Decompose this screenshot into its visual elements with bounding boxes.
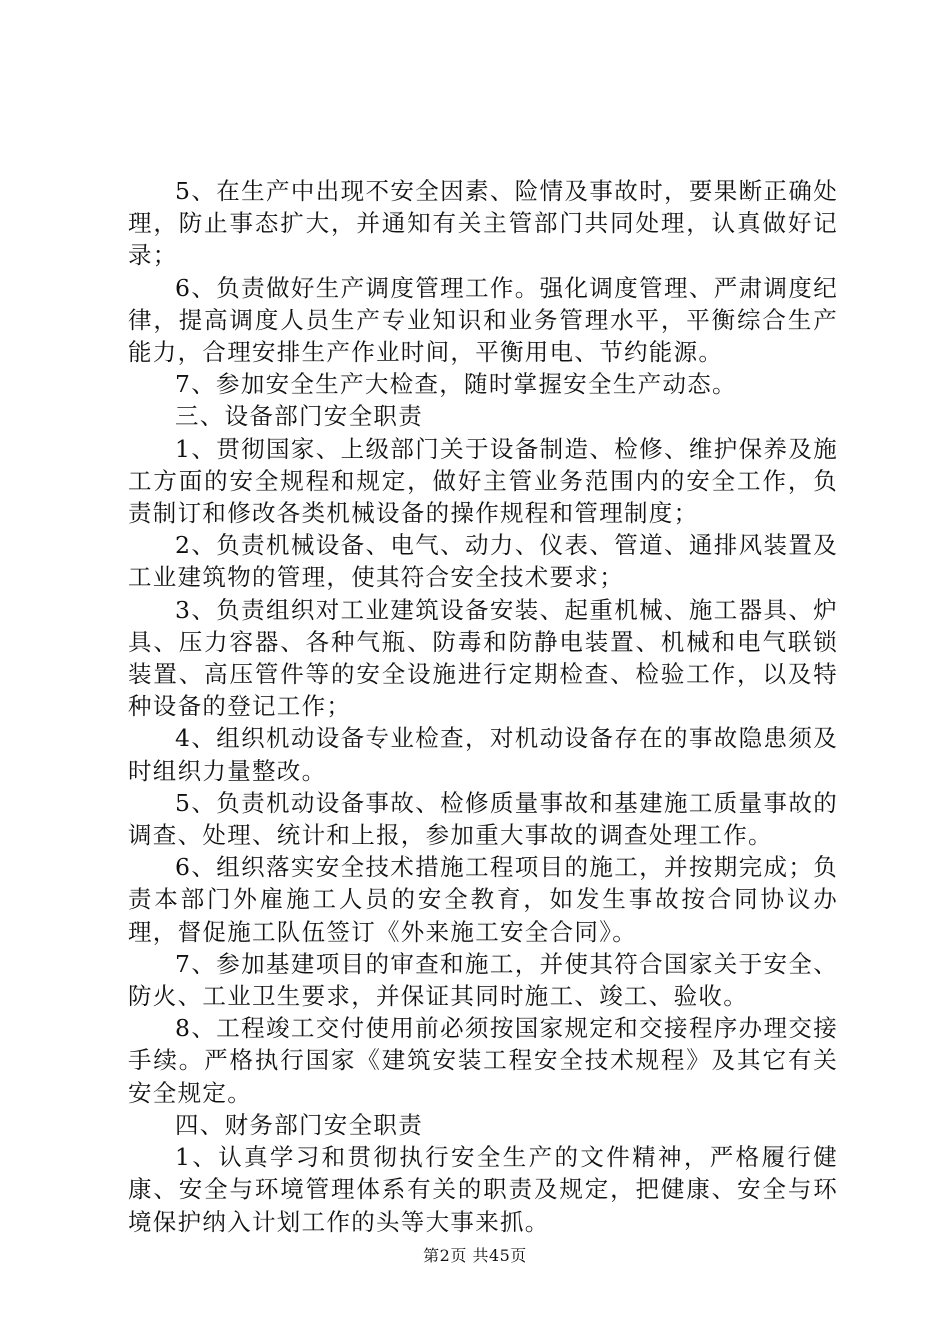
document-body (128, 175, 838, 1238)
paragraph-equipment-2: 2、负责机械设备、电气、动力、仪表、管道、通排风装置及工业建筑物的管理，使其符合安全技术要求； (128, 531, 838, 592)
paragraph-equipment-8: 8、工程竣工交付使用前必须按国家规定和交接程序办理交接手续。严格执行国家《建筑安装工程安全技术规程》及其它有关安全规定。 (128, 1014, 838, 1107)
paragraph-production-6: 6、负责做好生产调度管理工作。强化调度管理、严肃调度纪律，提高调度人员生产专业知识和业务管理水平，平衡综合生产能力，合理安排生产作业时间，平衡用电、节约能源。 (128, 273, 838, 367)
page-footer: 第2页 共45页 (423, 1246, 527, 1265)
paragraph-equipment-6: 6、组织落实安全技术措施工程项目的施工，并按期完成；负责本部门外雇施工人员的安全教育，如发生事故按合同协议办理，督促施工队伍签订《外来施工安全合同》。 (128, 853, 838, 946)
paragraph-equipment-4: 4、组织机动设备专业检查，对机动设备存在的事故隐患须及时组织力量整改。 (128, 724, 838, 785)
paragraph-equipment-1: 1、贯彻国家、上级部门关于设备制造、检修、维护保养及施工方面的安全规程和规定，做好主管业务范围内的安全工作，负责制订和修改各类机械设备的操作规程和管理制度； (128, 434, 838, 528)
section-heading-equipment: 三、设备部门安全职责 (175, 402, 423, 431)
paragraph-equipment-3: 3、负责组织对工业建筑设备安装、起重机械、施工器具、炉具、压力容器、各种气瓶、防毒和防静电装置、机械和电气联锁装置、高压管件等的安全设施进行定期检查、检验工作，以及特种设备的登记工作； (128, 595, 838, 721)
paragraph-finance-1: 1、认真学习和贯彻执行安全生产的文件精神，严格履行健康、安全与环境管理体系有关的职责及规定，把健康、安全与环境保护纳入计划工作的头等大事来抓。 (128, 1143, 838, 1236)
paragraph-production-5: 5、在生产中出现不安全因素、险情及事故时，要果断正确处理，防止事态扩大，并通知有关主管部门共同处理，认真做好记录； (128, 177, 838, 270)
section-heading-finance: 四、财务部门安全职责 (175, 1110, 423, 1139)
paragraph-equipment-5: 5、负责机动设备事故、检修质量事故和基建施工质量事故的调查、处理、统计和上报，参加重大事故的调查处理工作。 (128, 788, 838, 850)
paragraph-equipment-7: 7、参加基建项目的审查和施工，并使其符合国家关于安全、防火、工业卫生要求，并保证其同时施工、竣工、验收。 (128, 949, 838, 1011)
paragraph-production-7: 7、参加安全生产大检查，随时掌握安全生产动态。 (175, 370, 737, 399)
